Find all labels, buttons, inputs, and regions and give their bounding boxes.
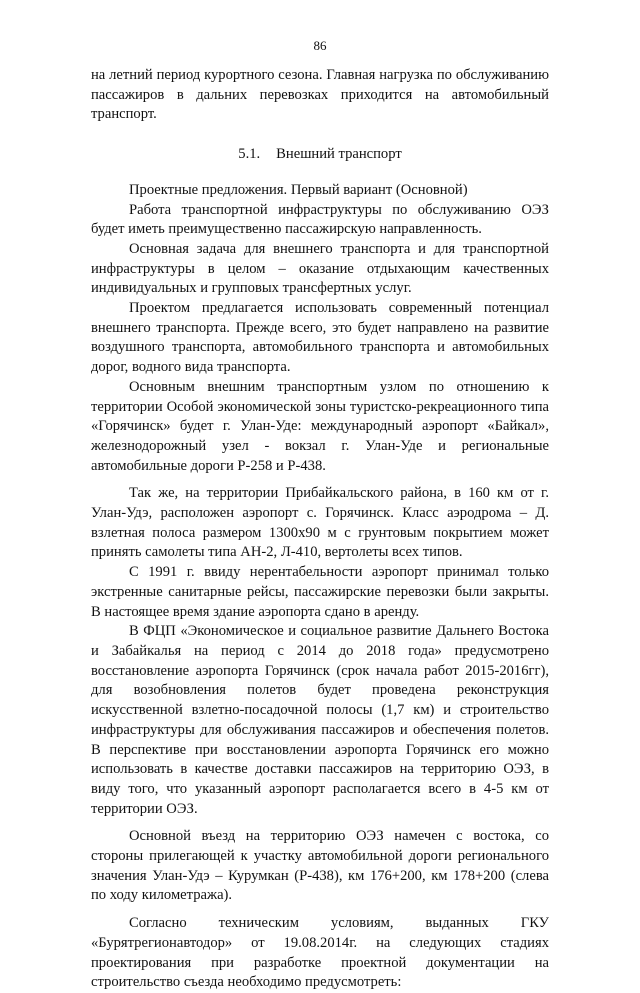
paragraph: С 1991 г. ввиду нерентабельности аэропорт принимал только экстренные санитарные рейсы, пассажирские перевозки были закрыты. В настоящее время здание аэропорта сдано в аренду. [91, 564, 549, 620]
section-number: 5.1. [238, 146, 261, 163]
document-body [91, 66, 549, 993]
paragraph-gap [91, 819, 549, 827]
paragraph: Согласно техническим условиям, выданных ГКУ «Бурятрегионавтодор» от 19.08.2014г. на следующих стадиях проектирования при разработке проектной документации на строительство съезда необходимо предусмотреть: [91, 915, 549, 991]
page-number: 86 [313, 38, 327, 53]
paragraph: Основной въезд на территорию ОЭЗ намечен с востока, со стороны прилегающей к участку автомобильной дороги регионального значения Улан-Удэ – Курумкан (Р-438), км 176+200, км 178+200 (слева по ходу километража). [91, 828, 549, 904]
section-title: Внешний транспорт [276, 146, 402, 163]
paragraph-continuation: на летний период курортного сезона. Главная нагрузка по обслуживанию пассажиров в дальних перевозках приходится на автомобильный транспорт. [91, 67, 549, 123]
paragraph: Работа транспортной инфраструктуры по обслуживанию ОЭЗ будет иметь преимущественно пассажирскую направленность. [91, 201, 549, 238]
paragraph: Основная задача для внешнего транспорта и для транспортной инфраструктуры в целом – оказание отдыхающим качественных индивидуальных и групповых трансфертных услуг. [91, 240, 549, 297]
paragraph-gap [91, 476, 549, 484]
paragraph-proposals-heading: Проектные предложения. Первый вариант (Основной) [129, 181, 468, 198]
paragraph: Основным внешним транспортным узлом по отношению к территории Особой экономической зоны туристско-рекреационного типа «Горячинск» будет г. Улан-Уде: международный аэропорт «Байкал», железнодорожный узел - вокзал г. Улан-Уде и региональные автомобильные дороги Р-258 и Р-438. [91, 378, 549, 474]
section-heading [91, 145, 549, 165]
paragraph: В ФЦП «Экономическое и социальное развитие Дальнего Востока и Забайкалья на период с 2014 до 2018 года» предусмотрено восстановление аэропорта Горячинск (срок начала работ 2015-2016гг), для возобновления полетов будет проведена реконструкция искусственной взлетно-посадочной полосы (1,7 км) и строительство инфраструктуры для обслуживания пассажиров и обеспечения полетов. В перспективе при восстановлении аэропорта Горячинск его можно использовать в качестве доставки пассажиров на территорию ОЭЗ, в виду того, что указанный аэропорт располагается всего в 4-5 км от территории ОЭЗ. [91, 623, 549, 817]
paragraph: Проектом предлагается использовать современный потенциал внешнего транспорта. Прежде всего, это будет направлено на развитие воздушного транспорта, автомобильного транспорта и автомобильных дорог, водного вида транспорта. [91, 300, 549, 376]
paragraph: Так же, на территории Прибайкальского района, в 160 км от г. Улан-Удэ, расположен аэропорт с. Горячинск. Класс аэродрома – Д. взлетная полоса размером 1300х90 м с грунтовым покрытием может принять самолеты типа АН-2, Л-410, вертолеты всех типов. [91, 485, 549, 561]
paragraph-gap [91, 906, 549, 914]
